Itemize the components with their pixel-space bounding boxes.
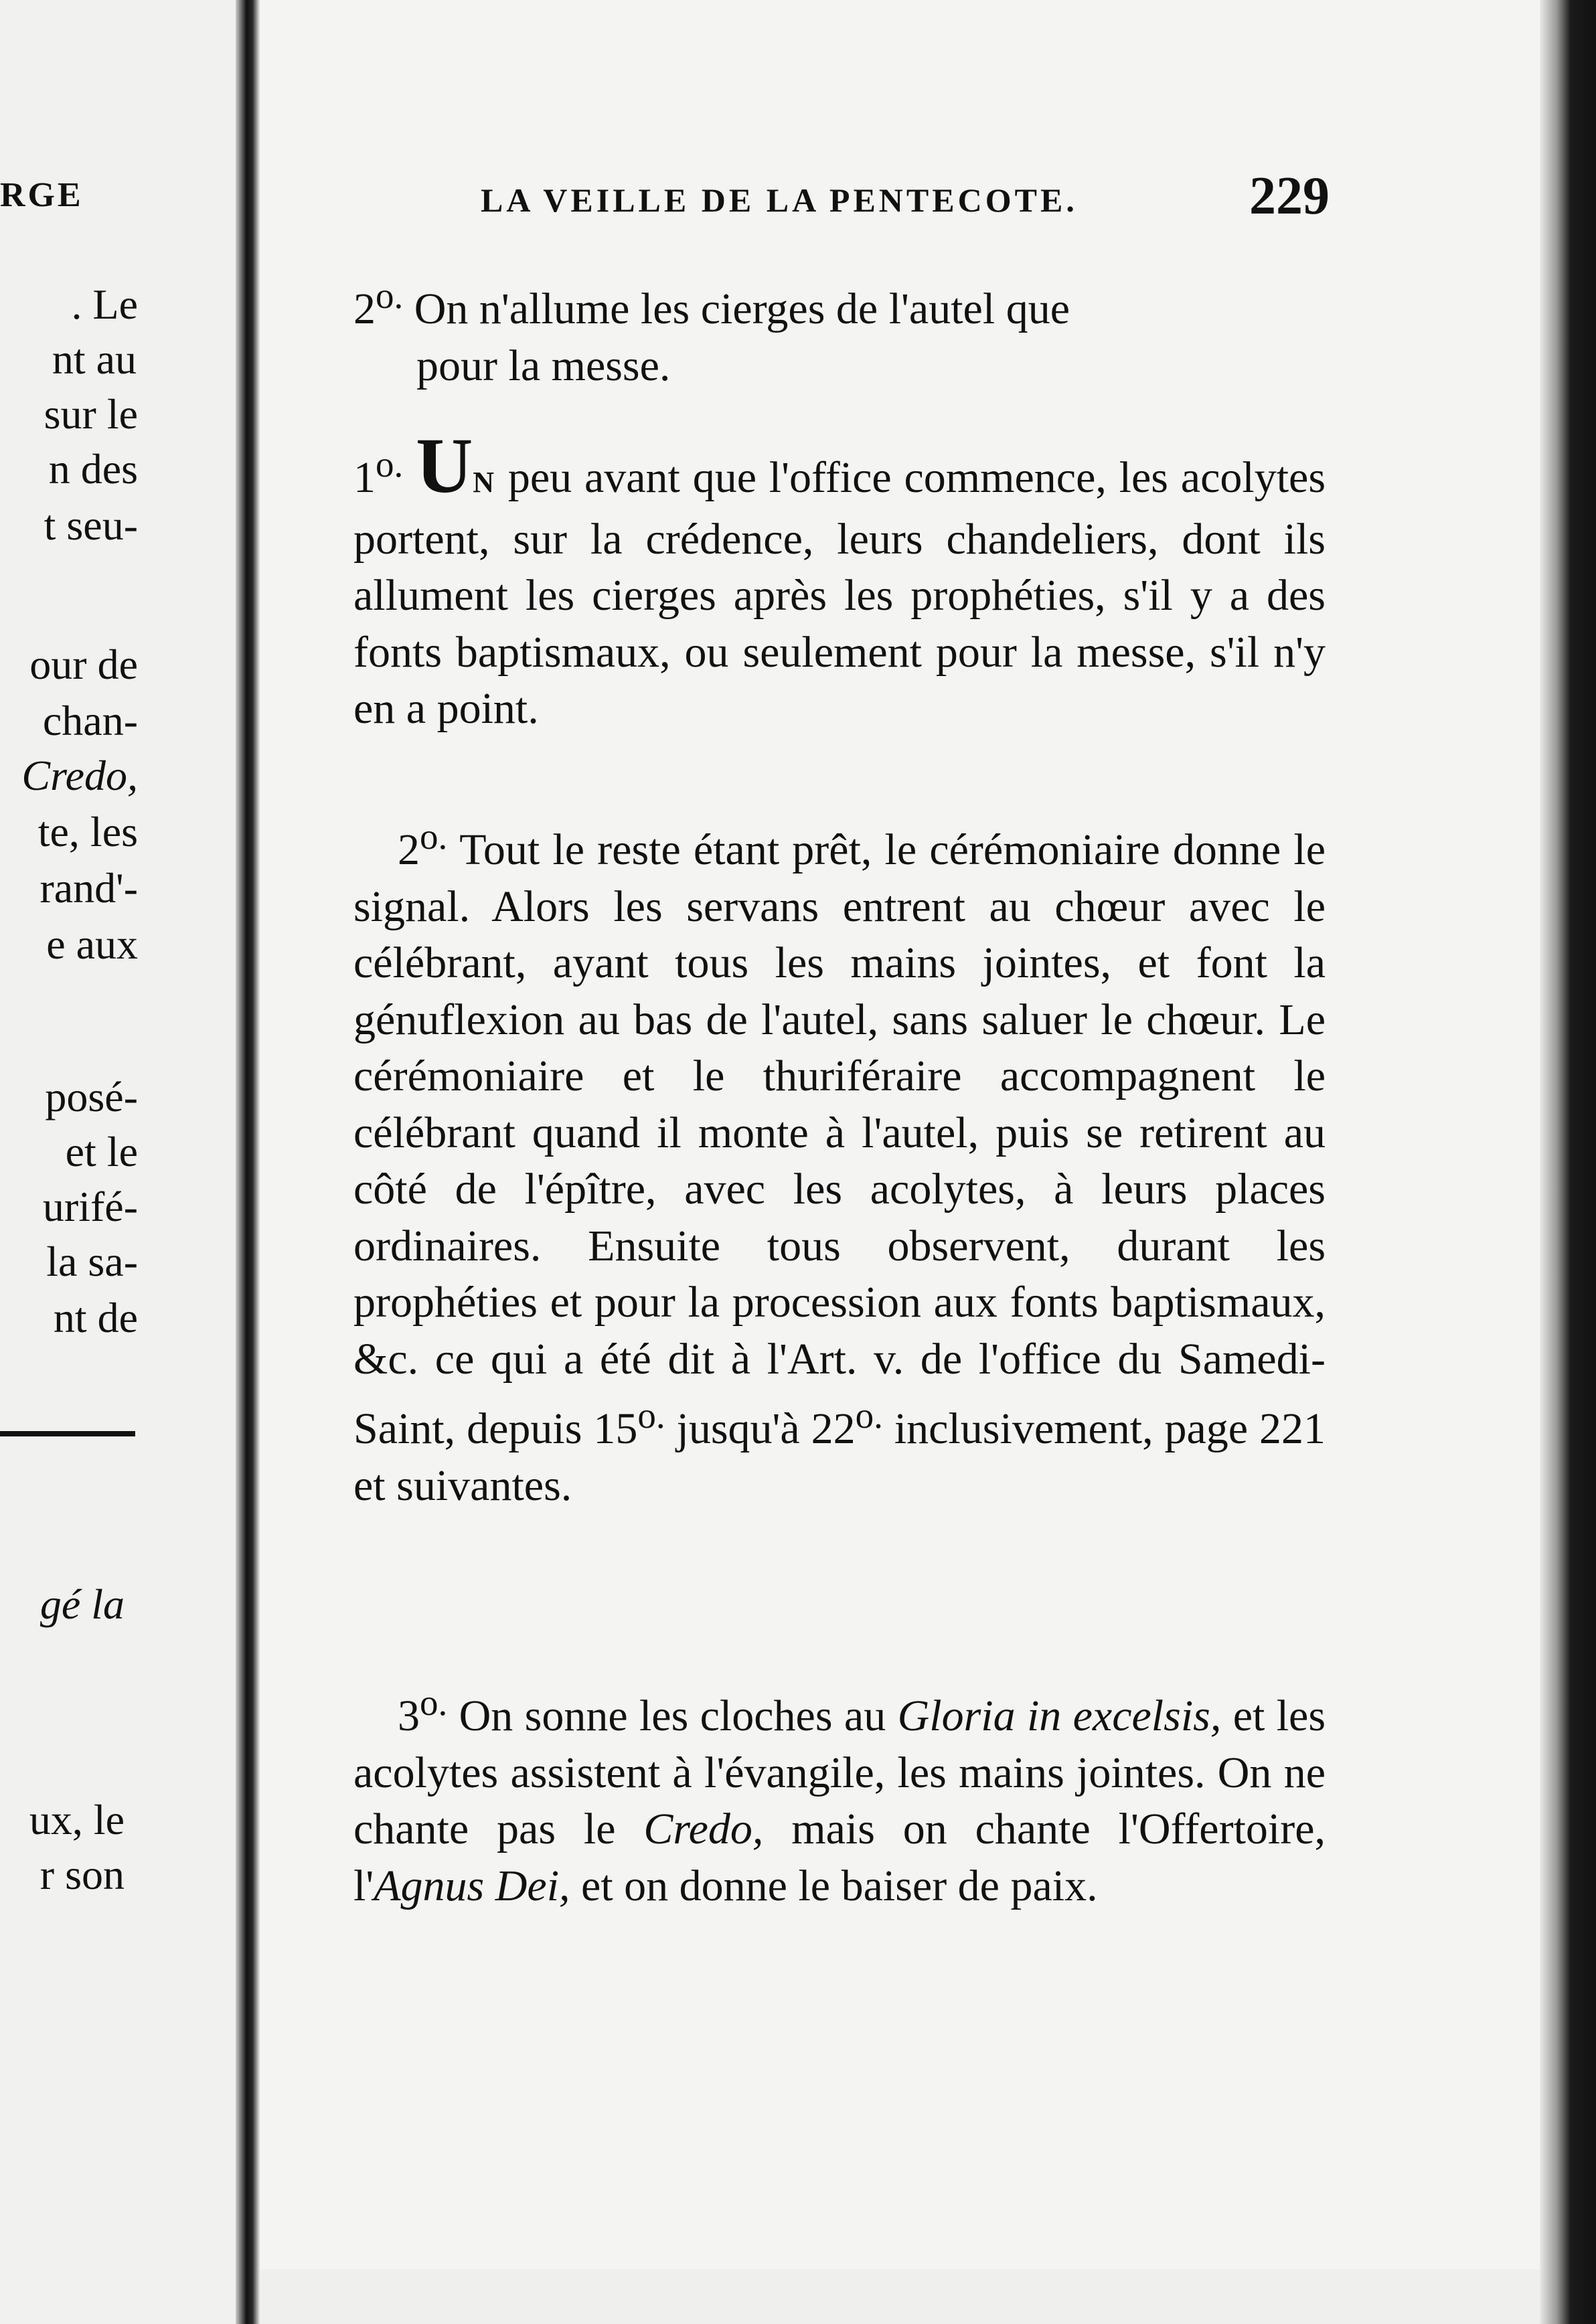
left-line-fragment: n des xyxy=(48,445,138,493)
italic-text: Agnus Dei, xyxy=(374,1861,570,1910)
paragraph-text: jusqu'à xyxy=(676,1404,800,1453)
book-fore-edge xyxy=(1540,0,1596,2324)
paragraph-number: $15^{o.}$ xyxy=(593,1395,665,1453)
paragraph-number: $2^{o.}$ xyxy=(398,816,448,874)
paragraph-text: On n'allume les cierges de l'autel que xyxy=(414,284,1070,333)
italic-text: Gloria in excelsis, xyxy=(897,1691,1222,1740)
left-line-fragment: e aux xyxy=(46,920,138,968)
left-line-fragment: te, les xyxy=(37,808,138,855)
left-line-fragment: sur le xyxy=(44,390,138,438)
left-line-fragment: nt de xyxy=(53,1294,138,1341)
italic-text: Credo, xyxy=(643,1805,764,1853)
left-line-fragment: et le xyxy=(65,1128,138,1175)
left-line-fragment: urifé- xyxy=(42,1183,138,1230)
paragraph-text: et on donne le baiser de paix. xyxy=(581,1861,1098,1910)
paragraph-number: $1^{o.}$ xyxy=(353,444,404,502)
left-line-fragment: r son xyxy=(39,1851,125,1898)
left-line-fragment: Credo, xyxy=(21,752,138,799)
page-number: 229 xyxy=(1249,167,1330,226)
paragraph-number: $22^{o.}$ xyxy=(811,1395,883,1453)
drop-cap: U xyxy=(416,422,473,509)
small-cap: N xyxy=(473,466,496,499)
left-page-rule xyxy=(0,1431,135,1436)
left-line-fragment: t seu- xyxy=(44,501,138,549)
left-line-fragment: nt au xyxy=(52,335,137,383)
paragraph-1 xyxy=(353,422,1326,738)
left-line-fragment: chan- xyxy=(42,697,138,744)
paragraph-number: $2^{o.}$ xyxy=(353,275,404,333)
paragraph-text: On sonne les cloches au xyxy=(459,1691,886,1740)
paragraph-2-carryover xyxy=(353,268,1326,394)
left-line-fragment: our de xyxy=(29,641,138,688)
left-line-fragment: rand'- xyxy=(39,864,138,912)
left-line-fragment: ux, le xyxy=(29,1796,125,1843)
book-gutter xyxy=(236,0,260,2324)
paragraph-text: inclusivement, page 221 et suivantes. xyxy=(353,1404,1326,1510)
left-line-fragment: posé- xyxy=(45,1073,138,1120)
paragraph-text: et les acolytes assistent à l'évangile, les mains jointes. On ne chante pas le xyxy=(353,1691,1326,1853)
paragraph-text: Tout le reste étant prêt, le cérémoniaire donne le signal. Alors les servans entrent au chœur avec le célébrant, ayant tous les mains jointes, et font la génuflexion au bas de l'autel, sans saluer le chœur. Le cérémoniaire et le thuriféraire accompagnent le célébrant quand il monte à l'autel, puis se retirent au côté de l'épître, avec les acolytes, à leurs places ordinaires. Ensuite tous observent, durant les prophéties et pour la procession aux fonts baptismaux, &c. ce qui a été dit à l'Art. v. de l'office du Samedi-Saint, depuis xyxy=(353,825,1326,1453)
left-running-head-fragment: RGE xyxy=(0,176,84,214)
paragraph-text: peu avant que l'office commence, les acolytes portent, sur la crédence, leurs chandeliers, dont ils allument les cierges après les prophéties, s'il y a des fonts baptismaux, ou seulement pour la messe, s'il n'y en a point. xyxy=(353,453,1326,733)
page-bottom-margin xyxy=(260,2269,1540,2324)
running-head: LA VEILLE DE LA PENTECOTE. xyxy=(481,181,1078,219)
left-line-fragment: gé la xyxy=(39,1580,125,1628)
paragraph-text: pour la messe. xyxy=(416,341,671,390)
left-page-fragment xyxy=(0,0,236,2324)
left-line-fragment: . Le xyxy=(71,280,138,328)
paragraph-2 xyxy=(353,809,1326,1514)
paragraph-number: $3^{o.}$ xyxy=(398,1682,448,1740)
left-line-fragment: la sa- xyxy=(46,1238,138,1285)
paragraph-text: mais on chante l'Offertoire, l' xyxy=(353,1805,1326,1910)
paragraph-3 xyxy=(353,1675,1326,1914)
right-page xyxy=(260,0,1540,2269)
